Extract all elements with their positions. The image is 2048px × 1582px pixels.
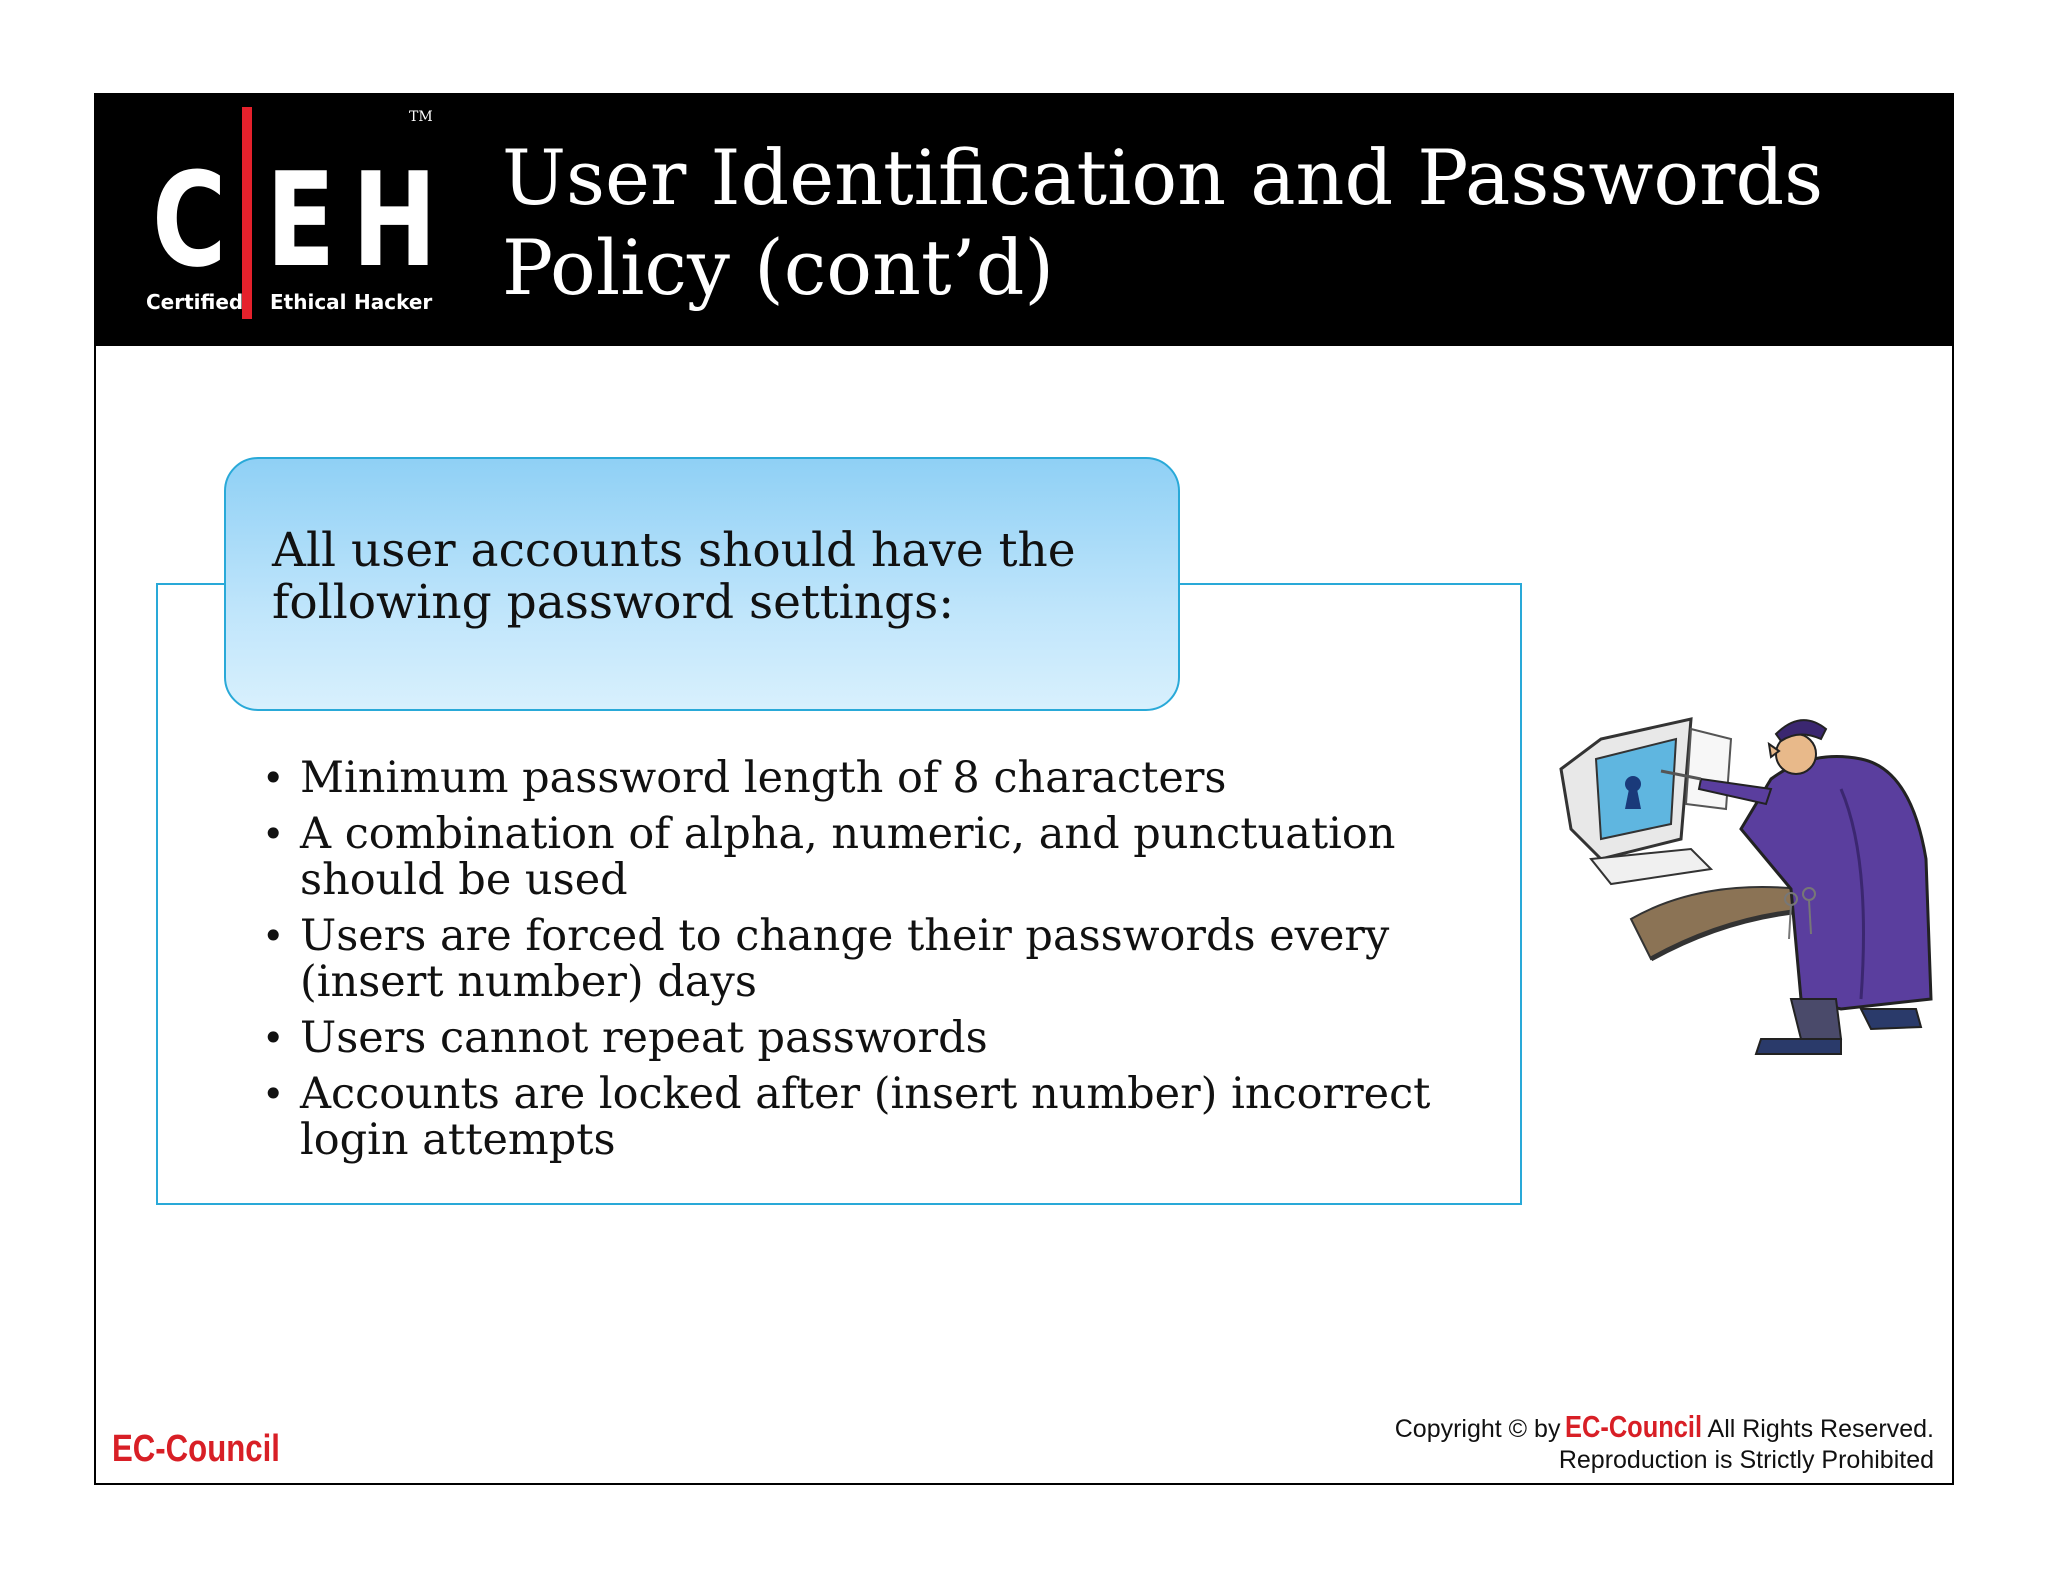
slide (94, 93, 1954, 1485)
bullet-icon: • (262, 914, 285, 958)
bullet-line: Users are forced to change their passwords every (300, 911, 1390, 961)
title-line-2: Policy (cont’d) (502, 223, 1055, 312)
list-item (262, 1015, 1442, 1061)
copyright-suffix: All Rights Reserved. (1707, 1415, 1934, 1443)
bullet-list (262, 755, 1442, 1173)
slide-title (502, 133, 1922, 313)
bullet-icon: • (262, 1072, 285, 1116)
logo-letter-e: E (266, 144, 336, 296)
callout-text (272, 525, 1142, 629)
bullet-line-continued: (insert number) days (300, 957, 757, 1007)
callout-box (224, 457, 1180, 711)
logo-sub-ethical: Ethical (270, 290, 347, 314)
ceh-logo (96, 95, 436, 346)
list-item (262, 913, 1442, 1005)
bullet-line: Accounts are locked after (insert number) incorrect (300, 1069, 1431, 1119)
header-bar (96, 95, 1952, 346)
logo-letter-c: C (152, 144, 227, 296)
bullet-line: Users cannot repeat passwords (300, 1013, 988, 1063)
copyright-brand: EC-Council (1565, 1409, 1703, 1444)
title-line-1: User Identification and Passwords (502, 133, 1824, 222)
logo-trademark: TM (409, 109, 433, 125)
bullet-icon: • (262, 756, 285, 800)
hacker-at-computer-icon (1541, 709, 1941, 1069)
logo-red-bar (242, 107, 252, 319)
logo-letter-h: H (352, 144, 437, 296)
list-item (262, 1071, 1442, 1163)
copyright-notice (1395, 1411, 1934, 1476)
bullet-line-continued: should be used (300, 855, 628, 905)
logo-sub-certified: Certified (146, 290, 244, 314)
copyright-prefix: Copyright © by (1394, 1415, 1561, 1443)
list-item (262, 811, 1442, 903)
bullet-icon: • (262, 1016, 285, 1060)
callout-line-2: following password settings: (272, 575, 955, 630)
bullet-line: A combination of alpha, numeric, and punctuation (300, 809, 1396, 859)
logo-sub-hacker: Hacker (354, 290, 433, 314)
bullet-line-continued: login attempts (300, 1115, 616, 1165)
bullet-line: Minimum password length of 8 characters (300, 753, 1227, 803)
callout-line-1: All user accounts should have the (272, 523, 1076, 578)
list-item (262, 755, 1442, 801)
reproduction-notice: Reproduction is Strictly Prohibited (1558, 1446, 1934, 1474)
ec-council-logo: EC-Council (112, 1428, 280, 1470)
bullet-icon: • (262, 812, 285, 856)
